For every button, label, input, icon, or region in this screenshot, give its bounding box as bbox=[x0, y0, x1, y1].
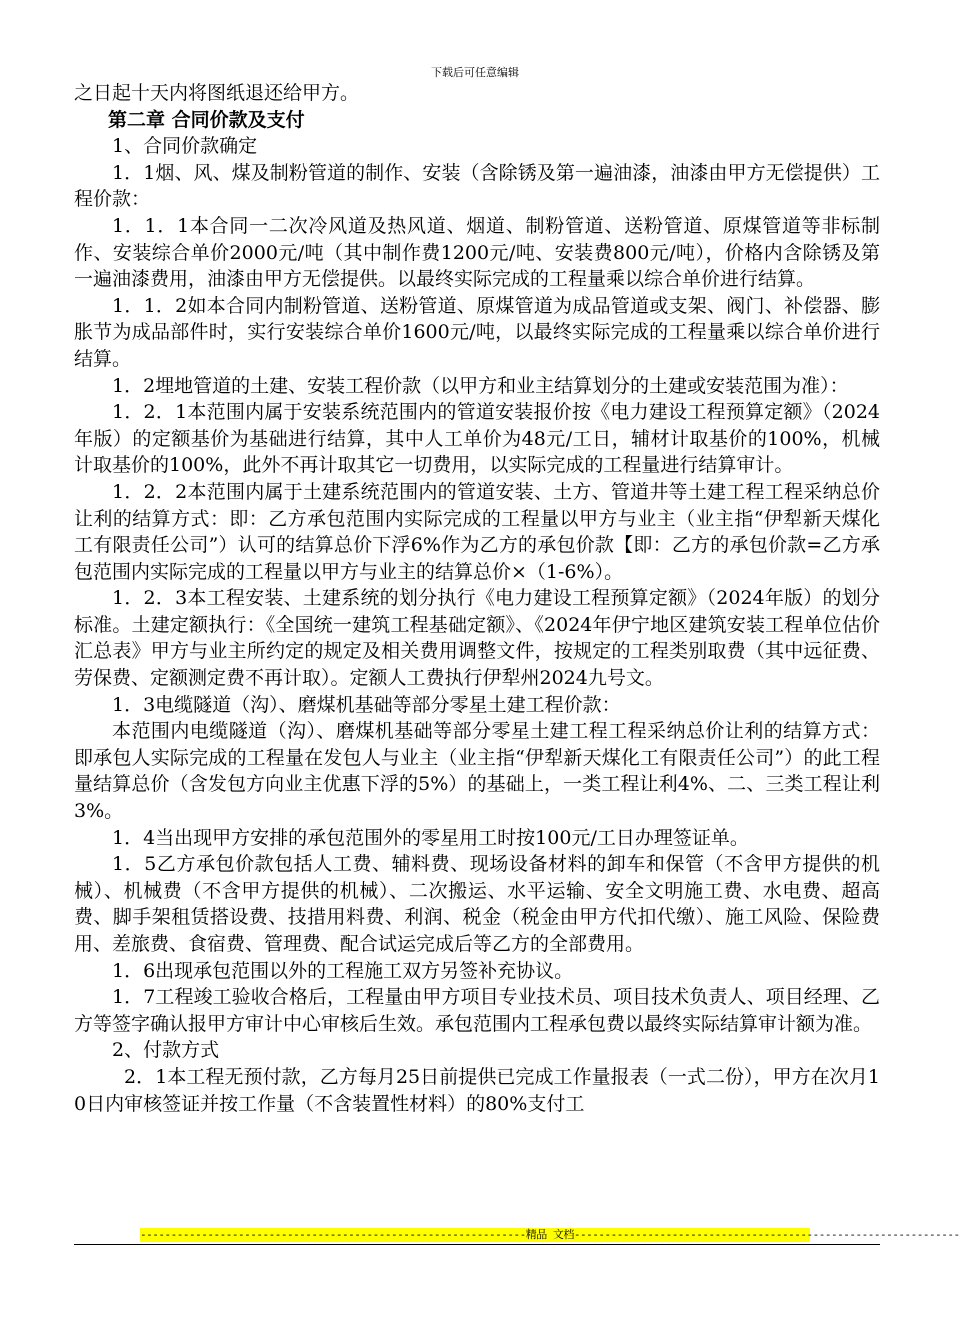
page-header-note: 下载后可任意编辑 bbox=[431, 66, 519, 79]
paragraph: 1．2．3本工程安装、土建系统的划分执行《电力建设工程预算定额》（2024年版）的划分标准。土建定额执行：《全国统一建筑工程基础定额》、《2024年伊宁地区建筑安装工程单位估价汇总表》甲方与业主所约定的规定及相关费用调整文件，按规定的工程类别取费（其中远征费、劳保费、定额测定费不再计取）。定额人工费执行伊犁州2024九号文。 bbox=[74, 587, 880, 690]
paragraph: 2．1本工程无预付款，乙方每月25日前提供已完成工作量报表（一式二份），甲方在次月10日内审核签证并按工作量（不含装置性材料）的80%支付工 bbox=[74, 1065, 880, 1115]
paragraph: 1．1．2如本合同内制粉管道、送粉管道、原煤管道为成品管道或支架、阀门、补偿器、膨胀节为成品部件时，实行安装综合单价1600元/吨，以最终实际完成的工程量乘以综合单价进行结算。 bbox=[74, 294, 880, 370]
paragraph: 1．6出现承包范围以外的工程施工双方另签补充协议。 bbox=[112, 959, 574, 982]
document-body bbox=[74, 80, 880, 1117]
paragraph: 1．1．1本合同一二次冷风道及热风道、烟道、制粉管道、送粉管道、原煤管道等非标制作、安装综合单价2000元/吨（其中制作费1200元/吨、安装费800元/吨），价格内含除锈及第一遍油漆费用，油漆由甲方无偿提供。以最终实际完成的工程量乘以综合单价进行结算。 bbox=[74, 214, 880, 291]
paragraph: 1．1烟、风、煤及制粉管道的制作、安装（含除锈及第一遍油漆，油漆由甲方无偿提供）工程价款： bbox=[74, 161, 880, 211]
paragraph: 1．2．1本范围内属于安装系统范围内的管道安装报价按《电力建设工程预算定额》（2024年版）的定额基价为基础进行结算，其中人工单价为48元/工日，辅材计取基价的100%，机械计取基价的100%，此外不再计取其它一切费用，以实际完成的工程量进行结算审计。 bbox=[74, 401, 880, 477]
paragraph: 1．3电缆隧道（沟）、磨煤机基础等部分零星土建工程价款： bbox=[112, 693, 621, 716]
paragraph: 1．4当出现甲方安排的承包范围外的零星用工时按100元/工日办理签证单。 bbox=[112, 826, 749, 849]
section-heading: 2、付款方式 bbox=[112, 1039, 220, 1062]
paragraph: 1．2埋地管道的土建、安装工程价款（以甲方和业主结算划分的土建或安装范围为准）： bbox=[112, 374, 849, 397]
paragraph: 1．7工程竣工验收合格后，工程量由甲方项目专业技术员、项目技术负责人、项目经理、乙方等签字确认报甲方审计中心审核后生效。承包范围内工程承包费以最终实际结算审计额为准。 bbox=[74, 986, 880, 1035]
paragraph: 之日起十天内将图纸退还给甲方。 bbox=[74, 82, 360, 104]
chapter-heading: 第二章 合同价款及支付 bbox=[108, 108, 305, 131]
paragraph: 1．2．2本范围内属于土建系统范围内的管道安装、土方、管道井等土建工程工程采纳总价让利的结算方式：即：乙方承包范围内实际完成的工程量以甲方与业主（业主指“伊犁新天煤化工有限责任公司”）认可的结算总价下浮6%作为乙方的承包价款【即：乙方的承包价款=乙方承包范围内实际完成的工程量以甲方与业主的结算总价×（1-6%）。 bbox=[74, 480, 880, 583]
paragraph: 1．5乙方承包价款包括人工费、辅料费、现场设备材料的卸车和保管（不含甲方提供的机械）、机械费（不含甲方提供的机械）、二次搬运、水平运输、安全文明施工费、水电费、超高费、脚手架租赁搭设费、技措用料费、利润、税金（税金由甲方代扣代缴）、施工风险、保险费用、差旅费、食宿费、管理费、配合试运完成后等乙方的全部费用。 bbox=[74, 853, 880, 955]
footer-watermark: ---------------------------------------------------------------精品 文档--------------------------------------------------------------- bbox=[140, 1228, 960, 1241]
section-heading: 1、合同价款确定 bbox=[112, 135, 258, 158]
paragraph: 本范围内电缆隧道（沟）、磨煤机基础等部分零星土建工程工程采纳总价让利的结算方式：即承包人实际完成的工程量在发包人与业主（业主指“伊犁新天煤化工有限责任公司”）的此工程量结算总价（含发包方向业主优惠下浮的5%）的基础上，一类工程让利4%、二、三类工程让利3%。 bbox=[74, 720, 880, 823]
footer-divider bbox=[74, 1244, 880, 1245]
